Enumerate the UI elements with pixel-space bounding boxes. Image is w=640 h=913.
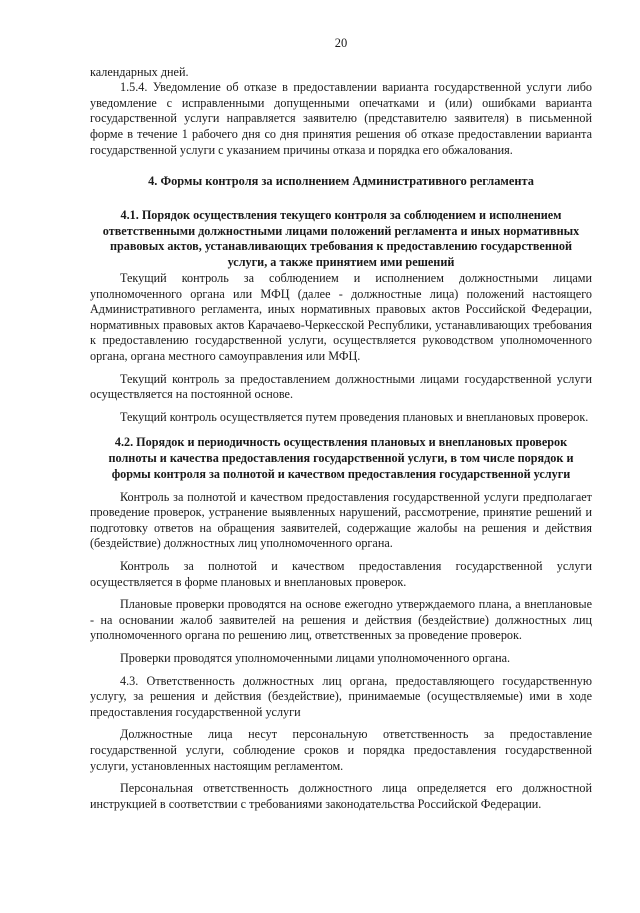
paragraph-quality-control: Контроль за полнотой и качеством предоставления государственной услуги предполагает проведение проверок, устранение выявленных нарушений, рассмотрение, принятие решений и подготовку ответов на обращения заявителей, содержащие жалобы на решения и действия (бездействие) должностных лиц уполномоченного органа.: [90, 489, 592, 551]
paragraph-4-3-responsibility: 4.3. Ответственность должностных лиц органа, предоставляющего государственную услугу, за решения и действия (бездействие), принимаемые (осуществляемые) ими в ходе предоставления государственной услуги: [90, 673, 592, 719]
paragraph-planned-inspections: Плановые проверки проводятся на основе ежегодно утверждаемого плана, а внеплановые - на основании жалоб заявителей на решения и действия (бездействие) должностных лиц уполномоченного органа по решению лиц, ответственных за проведение проверок.: [90, 597, 592, 643]
section-heading-4-2: 4.2. Порядок и периодичность осуществления плановых и внеплановых проверок полноты и качества предоставления государственной услуги, в том числе порядок и формы контроля за полнотой и качеством предоставления государственной услуги: [108, 435, 574, 481]
chapter-heading-4: 4. Формы контроля за исполнением Административного регламента: [148, 174, 534, 189]
page-number: 20: [334, 36, 348, 50]
paragraph-permanent-basis: Текущий контроль за предоставлением должностными лицами государственной услуги осуществляется на постоянной основе.: [90, 371, 592, 402]
paragraph-inspections: Текущий контроль осуществляется путем проведения плановых и внеплановых проверок.: [120, 409, 589, 424]
paragraph-1-5-4: 1.5.4. Уведомление об отказе в предоставлении варианта государственной услуги либо уведомление с исправленными допущенными опечатками и (или) ошибками варианта государственной услуги направляется заявителю (представителю заявителя) в письменной форме в течение 1 рабочего дня со дня принятия решения об отказе предоставлении варианта государственной услуги с указанием причины отказа и порядка его обжалования.: [90, 80, 592, 157]
paragraph-continuation: календарных дней.: [90, 64, 189, 79]
paragraph-authorized-persons: Проверки проводятся уполномоченными лицами уполномоченного органа.: [120, 651, 511, 666]
section-heading-4-1: 4.1. Порядок осуществления текущего контроля за соблюдением и исполнением ответственными должностными лицами положений регламента и иных нормативных правовых актов, устанавливающих требования к предоставлению государственной услуги, а также принятием ими решений: [102, 207, 580, 270]
paragraph-current-control: Текущий контроль за соблюдением и исполнением должностными лицами уполномоченного органа или МФЦ (далее - должностные лица) положений настоящего Административного регламента, иных нормативных правовых актов Российской Федерации, нормативных правовых актов Карачаево-Черкесской Республики, устанавливающих требования к предоставлению государственной услуги, осуществляется руководством уполномоченного органа, органа местного самоуправления или МФЦ.: [90, 270, 592, 363]
paragraph-job-instruction: Персональная ответственность должностного лица определяется его должностной инструкцией в соответствии с требованиями законодательства Российской Федерации.: [90, 781, 592, 811]
paragraph-control-form: Контроль за полнотой и качеством предоставления государственной услуги осуществляется в форме плановых и внеплановых проверок.: [90, 559, 592, 589]
paragraph-personal-responsibility: Должностные лица несут персональную ответственность за предоставление государственной услуги, соблюдение сроков и порядка предоставления государственной услуги, установленных настоящим регламентом.: [90, 727, 592, 773]
